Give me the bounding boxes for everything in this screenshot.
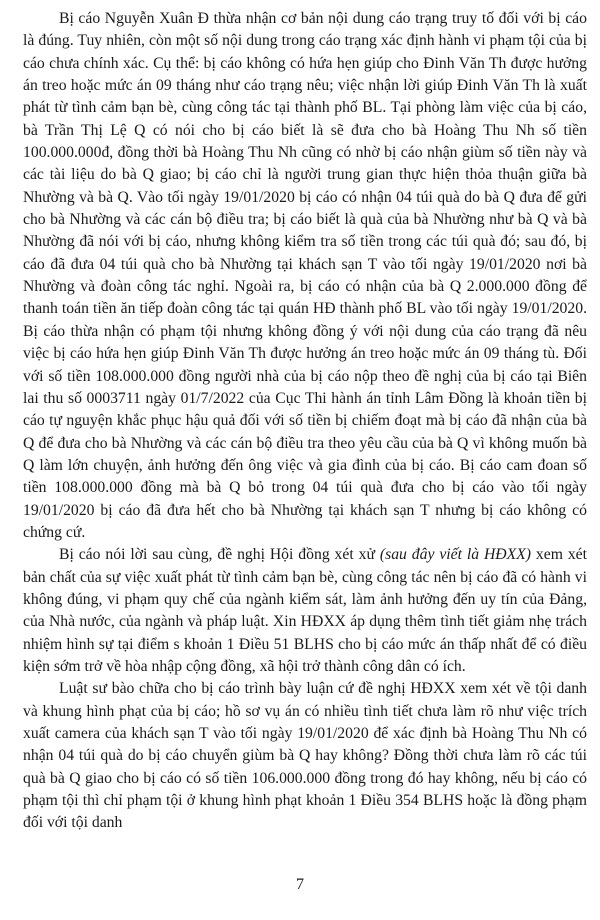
paragraph-lawyer-defense: Luật sư bào chữa cho bị cáo trình bày luận cứ đề nghị HĐXX xem xét về tội danh và khung hình phạt của bị cáo; hồ sơ vụ án có nhiều tình tiết chưa làm rõ như việc trích xuất camera của khách sạn T vào tối ngày 19/01/2020 để xác định bà Hoàng Thu Nh có nhận 04 túi quà do bị cáo chuyển giùm bà Q hay không? Đồng thời chưa làm rõ các túi quà bà Q giao cho bị cáo có số tiền 106.000.000 đồng trong đó hay không, nếu bị cáo có phạm tội thì chỉ phạm tội ở khung hình phạt khoản 1 Điều 354 BLHS hoặc là đồng phạm đối với tội danh [23,680,587,832]
paragraph-defendant-statement: Bị cáo Nguyễn Xuân Đ thừa nhận cơ bản nội dung cáo trạng truy tố đối với bị cáo là đúng. Tuy nhiên, còn một số nội dung trong cáo trạng xác định hành vi phạm tội của bị cáo chưa chính xác. Cụ thể: bị cáo không có hứa hẹn giúp cho Đinh Văn Th được hưởng án treo hoặc mức án 09 tháng như cáo trạng nêu; việc nhận lời giúp Đinh Văn Th là xuất phát từ tình cảm bạn bè, cùng công tác tại thành phố BL. Tại phòng làm việc của bị cáo, bà Trần Thị Lệ Q có nói cho bị cáo biết là sẽ đưa cho bà Hoàng Thu Nh số tiền 100.000.000đ, đồng thời bà Hoàng Thu Nh cũng có nhờ bị cáo nhận giùm số tiền này và các tài liệu do bà Q giao; bị cáo chỉ là người trung gian thực hiện thỏa thuận giữa bà Nhường và bà Q. Vào tối ngày 19/01/2020 bị cáo có nhận 04 túi quà do bà Q đưa để gửi cho bà Nhường và các cán bộ điều tra; bị cáo biết là quà của bà Nhường như bà Q và bà Nhường đã nói với bị cáo, nhưng không kiểm tra số tiền trong các túi quà đó; sau đó, bị cáo đã đưa 04 túi quà cho bà Nhường tại khách sạn T vào tối ngày 19/01/2020 nơi bà Nhường và đoàn công tác nghỉ. Ngoài ra, bị cáo có nhận của bà Q 2.000.000 đồng để thanh toán tiền ăn tiếp đoàn công tác tại quán HĐ thành phố BL vào tối ngày 19/01/2020. Bị cáo thừa nhận có phạm tội nhưng không đồng ý với nội dung của cáo trạng đã nêu việc bị cáo hứa hẹn giúp Đinh Văn Th được hưởng án treo hoặc mức án 09 tháng tù. Đối với số tiền 108.000.000 đồng người nhà của bị cáo nộp theo đề nghị của bị cáo tại Biên lai thu số 0003711 ngày 01/7/2022 của Cục Thi hành án tỉnh Lâm Đồng là khoản tiền bị cáo tự nguyện khắc phục hậu quả đối với số tiền bị chiếm đoạt mà bị cáo đã nhận của bà Q để đưa cho bà Nhường và các cán bộ điều tra theo yêu cầu của bà Q vì không muốn bà Q làm lớn chuyện, ảnh hưởng đến ông việc và gia đình của bị cáo. Bị cáo cam đoan số tiền 108.000.000 đồng mà bà Q bỏ trong 04 túi quà đưa cho bị cáo vào tối ngày 19/01/2020 bị cáo đã đưa hết cho bà Nhường tại khách sạn T nhưng bị cáo không có chứng cứ. [23,10,587,541]
final-words-body: xem xét bản chất của sự việc xuất phát từ tình cảm bạn bè, cùng công tác nên bị cáo đã có hành vi không đúng, vi phạm quy chế của ngành kiểm sát, làm ảnh hưởng đến uy tín của Đảng, của Nhà nước, của ngành và pháp luật. Xin HĐXX áp dụng thêm tình tiết giảm nhẹ trách nhiệm hình sự tại điểm s khoản 1 Điều 51 BLHS cho bị cáo mức án thấp nhất để có điều kiện sớm trở về hòa nhập cộng đồng, xã hội trở thành công dân có ích. [23,546,588,675]
body-text [23,8,587,835]
paragraph-final-words [23,544,587,678]
final-words-italic-note: (sau đây viết là HĐXX) [379,546,532,564]
page-number: 7 [296,876,304,893]
final-words-lead: Bị cáo nói lời sau cùng, đề nghị Hội đồng xét xử [59,546,380,564]
